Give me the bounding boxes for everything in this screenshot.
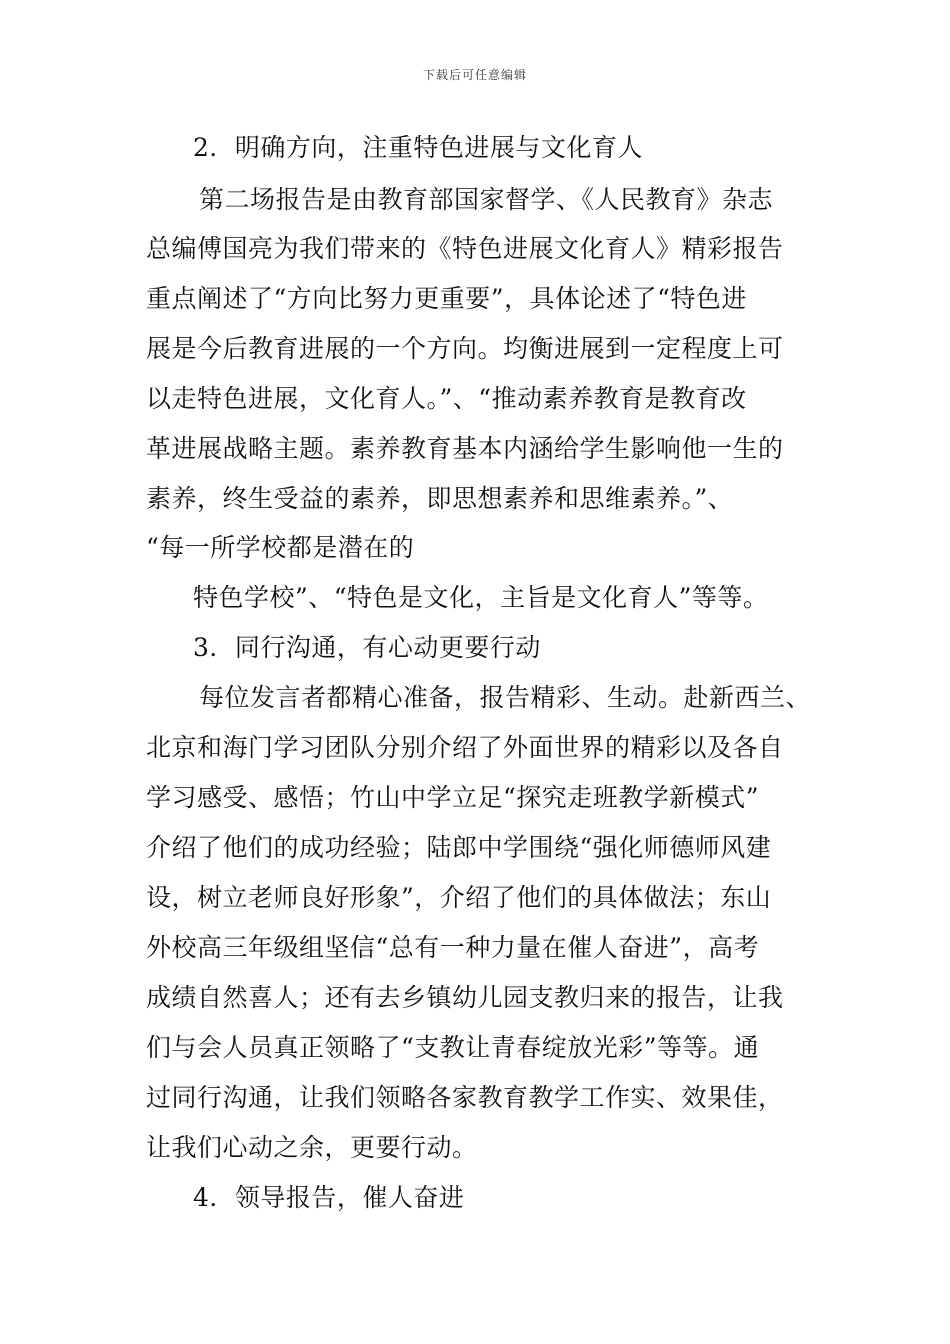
paragraph-line: 重点阐述了“方向比努力更重要”，具体论述了“特色进 [146, 284, 747, 313]
paragraph-line: 设，树立老师良好形象”，介绍了他们的具体做法；东山 [146, 883, 772, 912]
paragraph-line: 素养，终生受益的素养，即思想素养和思维素养。”、 [146, 484, 734, 513]
paragraph-line: 外校高三年级组坚信“总有一种力量在催人奋进”，高考 [146, 933, 760, 962]
paragraph-line: 以走特色进展，文化育人。”、“推动素养教育是教育改 [146, 384, 747, 413]
section-heading-4: 4．领导报告，催人奋进 [193, 1183, 465, 1212]
section-heading-2: 2．明确方向，注重特色进展与文化育人 [193, 133, 643, 162]
paragraph-line: 成绩自然喜人；还有去乡镇幼儿园支教归来的报告，让我 [146, 983, 784, 1012]
section-heading-3: 3．同行沟通，有心动更要行动 [193, 633, 541, 662]
paragraph-line: 每位发言者都精心准备，报告精彩、生动。赴新西兰、 [199, 683, 812, 712]
paragraph-line: 让我们心动之余，更要行动。 [146, 1133, 478, 1162]
header-note: 下载后可任意编辑 [422, 68, 527, 82]
paragraph-line: 们与会人员真正领略了“支教让青春绽放光彩”等等。通 [146, 1033, 760, 1062]
paragraph-line: 革进展战略主题。素养教育基本内涵给学生影响他一生的 [146, 434, 784, 463]
paragraph-line: 北京和海门学习团队分别介绍了外面世界的精彩以及各自 [146, 733, 784, 762]
paragraph-line: 展是今后教育进展的一个方向。均衡进展到一定程度上可 [146, 334, 784, 363]
paragraph-line: 第二场报告是由教育部国家督学、《人民教育》杂志 [199, 185, 774, 214]
paragraph-line: 特色学校”、“特色是文化，主旨是文化育人”等等。 [193, 583, 769, 612]
paragraph-line: 过同行沟通，让我们领略各家教育教学工作实、效果佳， [146, 1083, 784, 1112]
paragraph-line: “每一所学校都是潜在的 [146, 533, 415, 562]
paragraph-line: 总编傅国亮为我们带来的《特色进展文化育人》精彩报告 [146, 234, 784, 263]
paragraph-line: 学习感受、感悟；竹山中学立足“探究走班教学新模式” [146, 783, 760, 812]
paragraph-line: 介绍了他们的成功经验；陆郎中学围绕“强化师德师风建 [146, 833, 772, 862]
